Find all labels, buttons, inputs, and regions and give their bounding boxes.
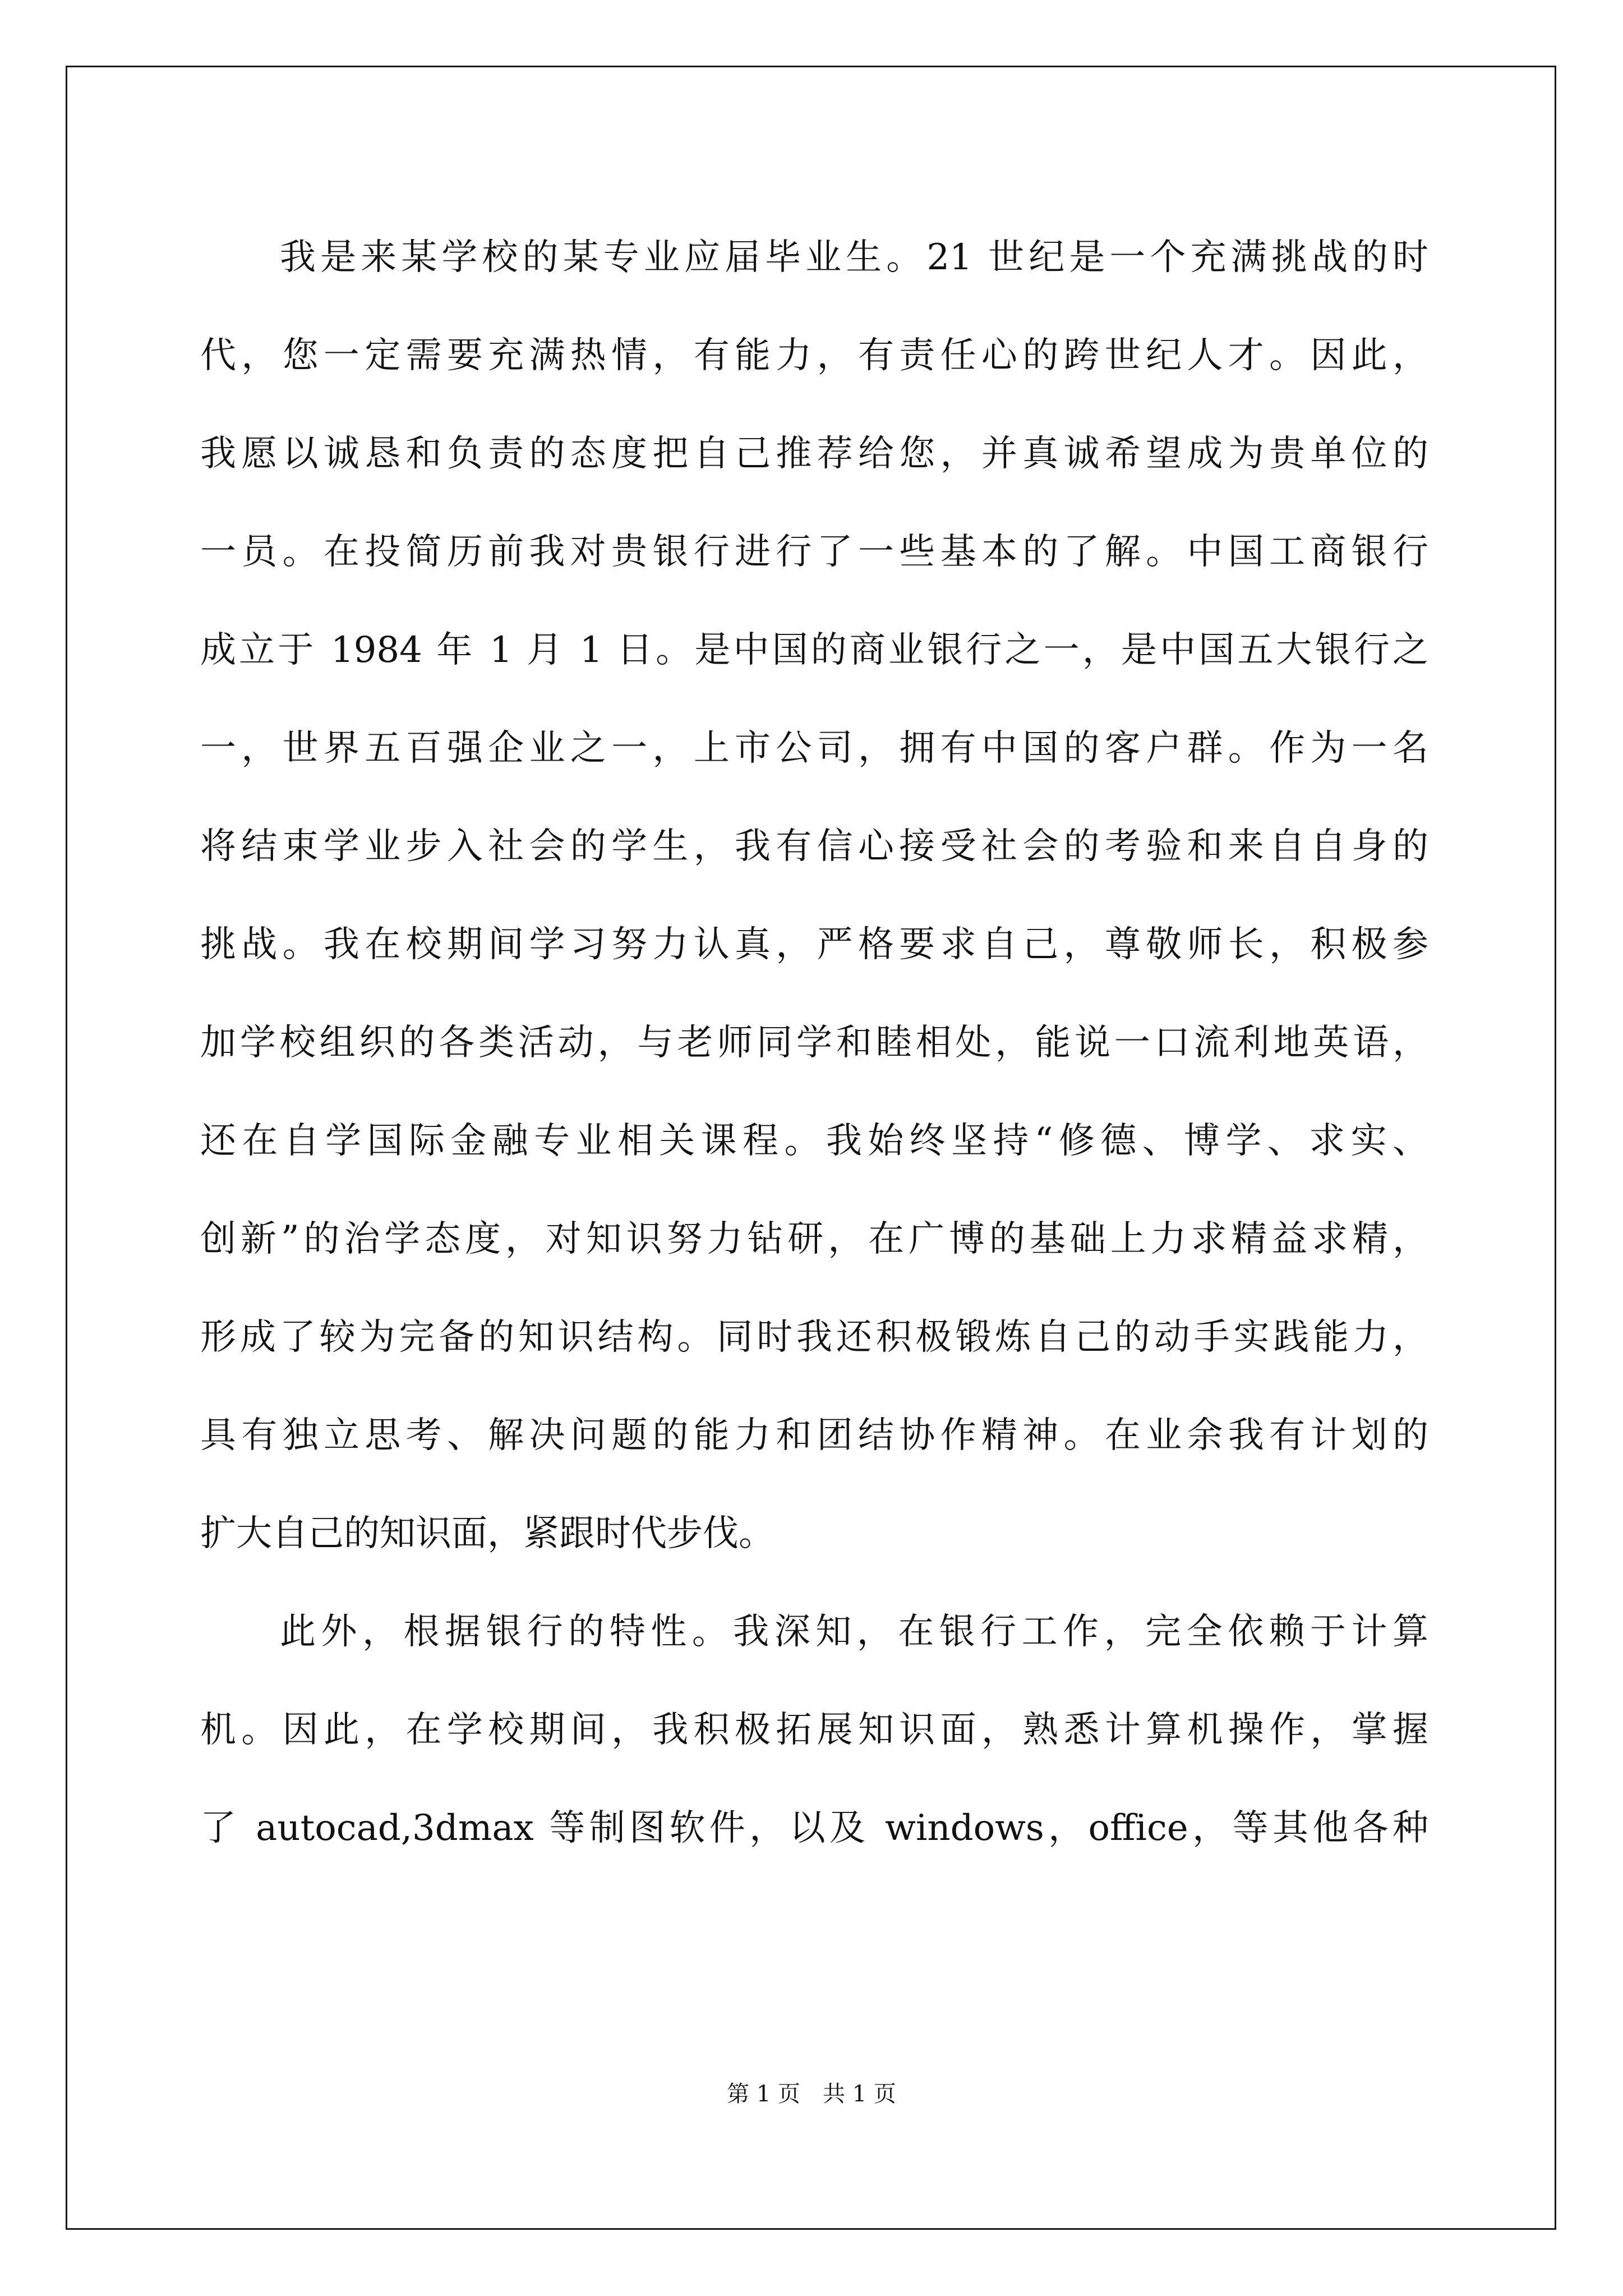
paragraph-1-line-14: 扩大自己的知识面，紧跟时代步伐。	[200, 1513, 774, 1554]
paragraph-2-line-3: 了 autocad,3dmax 等制图软件，以及 windows，office，等其他各种	[200, 1807, 1428, 1849]
paragraph-1-line-8: 挑战。我在校期间学习努力认真，严格要求自己，尊敬师长，积极参	[200, 924, 1428, 965]
paragraph-1-line-11: 创新”的治学态度，对知识努力钻研，在广博的基础上力求精益求精，	[200, 1218, 1428, 1260]
paragraph-1-line-9: 加学校组织的各类活动，与老师同学和睦相处，能说一口流利地英语，	[200, 1022, 1428, 1064]
paragraph-1-line-13: 具有独立思考、解决问题的能力和团结协作精神。在业余我有计划的	[200, 1415, 1428, 1456]
paragraph-1-line-7: 将结束学业步入社会的学生，我有信心接受社会的考验和来自自身的	[200, 826, 1428, 867]
page-footer	[0, 2080, 1623, 2108]
body-text	[200, 209, 1428, 1878]
paragraph-2-line-2: 机。因此，在学校期间，我积极拓展知识面，熟悉计算机操作，掌握	[200, 1709, 1428, 1751]
paragraph-1-line-5: 成立于 1984 年 1 月 1 日。是中国的商业银行之一，是中国五大银行之	[200, 629, 1428, 671]
paragraph-2-line-1: 此外，根据银行的特性。我深知，在银行工作，完全依赖于计算	[280, 1611, 1428, 1653]
paragraph-1-line-12: 形成了较为完备的知识结构。同时我还积极锻炼自己的动手实践能力，	[200, 1317, 1428, 1358]
paragraph-1-line-3: 我愿以诚恳和负责的态度把自己推荐给您，并真诚希望成为贵单位的	[200, 433, 1428, 475]
paragraph-1-line-6: 一，世界五百强企业之一，上市公司，拥有中国的客户群。作为一名	[200, 728, 1428, 769]
paragraph-1-line-10: 还在自学国际金融专业相关课程。我始终坚持“修德、博学、求实、	[200, 1120, 1428, 1162]
paragraph-1-line-4: 一员。在投简历前我对贵银行进行了一些基本的了解。中国工商银行	[200, 531, 1428, 573]
paragraph-1-line-2: 代，您一定需要充满热情，有能力，有责任心的跨世纪人才。因此，	[200, 335, 1428, 376]
page-number: 第 1 页 共 1 页	[727, 2081, 896, 2107]
paragraph-1-line-1: 我是来某学校的某专业应届毕业生。21 世纪是一个充满挑战的时	[280, 237, 1428, 278]
